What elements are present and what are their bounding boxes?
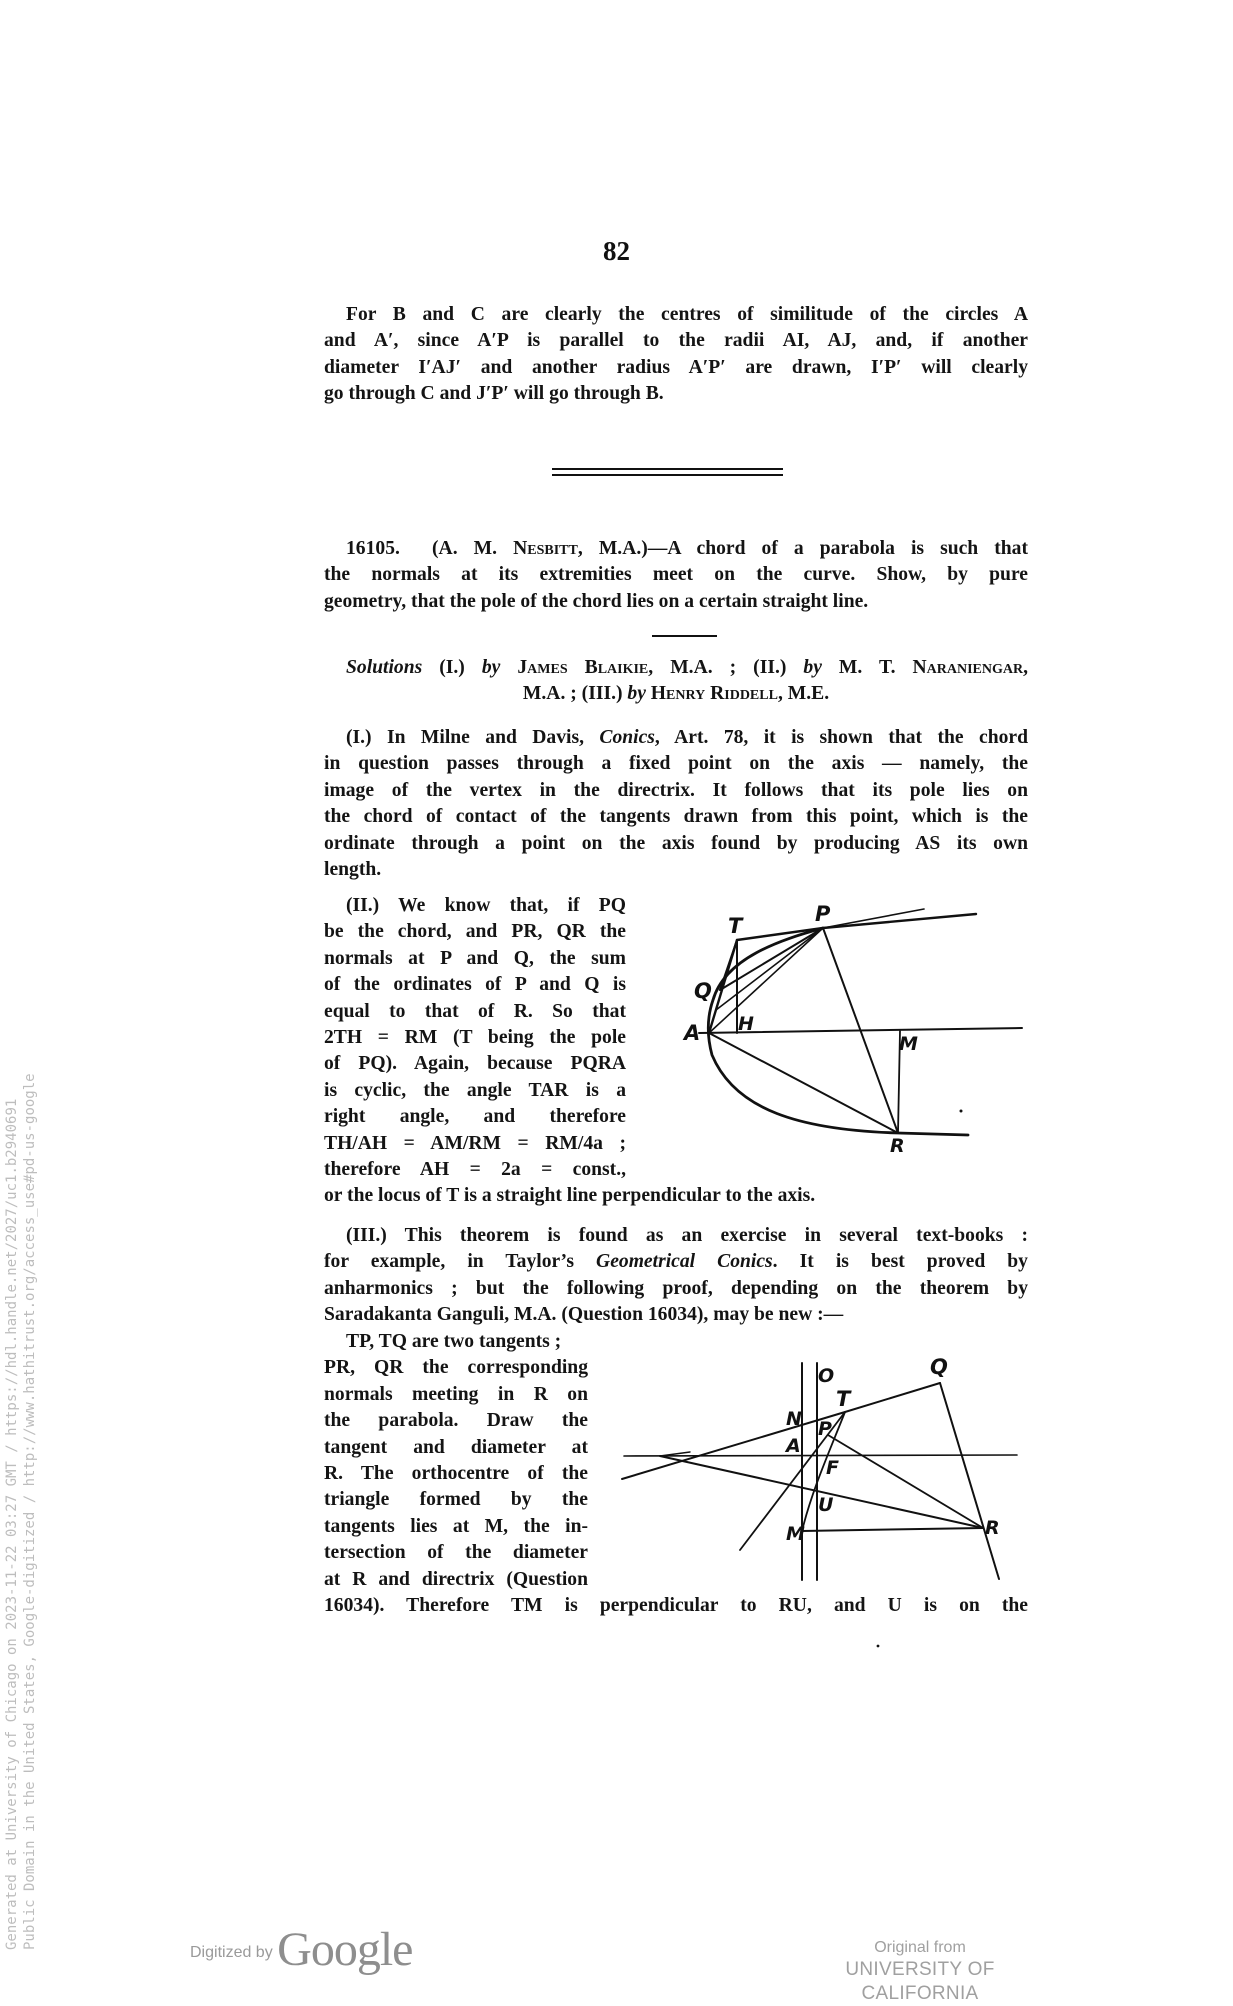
text-line: at R and directrix (Question	[324, 1568, 588, 1590]
fig2-speck	[877, 1645, 880, 1648]
text-span: . It is best proved by	[772, 1251, 1028, 1273]
solution-1	[324, 725, 1028, 883]
text-line: 16034). Therefore TM is perpendicular to RU, and U is on the	[324, 1595, 1028, 1616]
fig1-tangent-at-p	[737, 914, 976, 940]
text-line: or the locus of T is a straight line perpendicular to the axis.	[324, 1185, 816, 1206]
text-line: right angle, and therefore	[324, 1106, 626, 1128]
text-line: the normals at its extremities meet on the curve. Show, by pure	[324, 564, 1028, 586]
solutions-header-line-1	[324, 655, 1028, 681]
book-title: Conics	[599, 727, 655, 748]
fig1-label-r: R	[890, 1135, 905, 1157]
text-span: , Art. 78, it is shown that the chord	[654, 727, 1028, 748]
fig1-label-t: T	[728, 914, 743, 938]
section-divider-top	[552, 468, 783, 470]
fig2-label-a: A	[786, 1435, 801, 1457]
original-from-credit	[785, 1938, 1055, 2006]
text-span: (I.)	[422, 657, 482, 678]
google-wordmark: Google	[277, 1923, 413, 1976]
text-span: , M.A. ; (II.)	[648, 657, 804, 678]
fig1-line-pa	[709, 928, 823, 1033]
text-span: by	[627, 683, 646, 705]
fig1-speck	[960, 1110, 963, 1113]
text-line: Saradakanta Ganguli, M.A. (Question 16034), may be new :—	[324, 1304, 844, 1326]
text-line: image of the vertex in the directrix. It follows that its pole lies on	[324, 779, 1028, 801]
text-line: and A′, since A′P is parallel to the radii AI, AJ, and, if another	[324, 330, 1028, 352]
fig2-line-mr	[802, 1528, 983, 1531]
fig2-normal-pr	[828, 1435, 983, 1528]
digitized-by-label: Digitized by	[190, 1944, 273, 1961]
fig1-axis	[699, 1028, 1022, 1033]
fig1-line-ar	[709, 1033, 898, 1133]
solution-2-conclusion	[324, 1183, 1028, 1209]
question-author: Nesbitt	[513, 538, 578, 559]
institution-name: UNIVERSITY OF CALIFORNIA	[845, 1959, 995, 2004]
text-span: (I.) In Milne and Davis,	[346, 727, 600, 748]
solver-name: James Blaikie	[500, 657, 649, 678]
question-author-open: (A. M.	[432, 538, 514, 559]
text-line: therefore AH = 2a = const.,	[324, 1159, 626, 1181]
text-line: geometry, that the pole of the chord lies on a certain straight line.	[324, 590, 869, 612]
text-line: (II.) We know that, if PQ	[346, 895, 626, 916]
short-divider	[652, 635, 717, 637]
fig2-line-tm	[802, 1412, 845, 1531]
book-title: Geometrical Conics	[596, 1251, 773, 1273]
question-16105	[324, 536, 1028, 615]
fig1-label-h: H	[738, 1013, 754, 1035]
text-span: M.A. ; (III.)	[522, 683, 628, 705]
figure-2-group	[622, 1363, 1017, 1580]
original-from-label: Original from	[874, 1939, 966, 1956]
intro-paragraph	[324, 302, 1028, 408]
fig1-line-ta	[709, 940, 737, 1033]
text-line	[324, 725, 1028, 751]
fig2-label-r: R	[985, 1517, 1000, 1539]
fig2-normal-qr	[940, 1383, 999, 1579]
fig2-tangent-left	[660, 1452, 690, 1456]
text-line: go through C and J′P′ will go through B.	[324, 383, 664, 405]
text-line: tersection of the diameter	[324, 1542, 588, 1564]
text-line: (III.) This theorem is found as an exercise in several text-books :	[346, 1225, 1028, 1246]
text-line: is cyclic, the angle TAR is a	[324, 1079, 626, 1101]
solutions-header	[324, 655, 1028, 708]
text-line: triangle formed by the	[324, 1489, 588, 1511]
fig2-label-q: Q	[930, 1355, 948, 1379]
question-number: 16105.	[346, 538, 400, 559]
text-line: in question passes through a fixed point on the axis — namely, the	[324, 753, 1028, 775]
question-first-line	[324, 536, 1028, 562]
text-line: 2TH = RM (T being the pole	[324, 1027, 626, 1049]
solver-name: Henry Riddell	[645, 683, 778, 705]
watermark-line-1: Generated at University of Chicago on 2023-11-22 03:27 GMT / https://hdl.handle.net/2027/uc1.b2940691	[4, 1098, 20, 1950]
text-line: the chord of contact of the tangents drawn from this point, which is the	[324, 806, 1028, 828]
fig2-tangent-tq	[622, 1383, 940, 1479]
text-line: For B and C are clearly the centres of similitude of the circles A	[346, 304, 1028, 325]
digitized-by-google-logo	[190, 1922, 412, 1977]
text-line: length.	[324, 859, 382, 881]
fig2-label-n: N	[786, 1408, 802, 1430]
watermark-line-2: Public Domain in the United States, Google-digitized / http://www.hathitrust.org/access_use#pd-us-google	[22, 1073, 38, 1950]
text-line: normals at P and Q, the sum	[324, 947, 626, 969]
text-line: ordinate through a point on the axis found by producing AS its own	[324, 832, 1028, 854]
fig1-label-p: P	[815, 902, 831, 926]
section-divider-bottom	[552, 474, 783, 476]
text-span: for example, in Taylor’s	[324, 1251, 597, 1273]
text-line: equal to that of R. So that	[324, 1000, 626, 1022]
fig1-line-tq	[720, 940, 737, 990]
fig1-label-m: M	[899, 1033, 918, 1055]
text-span: by	[481, 657, 501, 678]
fig1-normal-pr	[823, 928, 898, 1133]
solution-3-continuation	[324, 1593, 1028, 1619]
fig2-label-f: F	[826, 1457, 839, 1479]
solver-name: M. T. Naraniengar	[821, 657, 1024, 678]
fig2-label-u: U	[818, 1494, 834, 1516]
fig1-parabola-curve	[708, 928, 968, 1135]
text-line: anharmonics ; but the following proof, depending on the theorem by	[324, 1277, 1028, 1299]
fig1-line-mr	[898, 1031, 900, 1133]
fig2-axis	[624, 1455, 1017, 1456]
question-author-close: , M.A.)—A chord of a parabola is such that	[577, 538, 1029, 559]
solution-2	[324, 893, 626, 1183]
solutions-header-line-2	[324, 681, 1028, 707]
text-span: by	[803, 657, 822, 678]
text-line: of the ordinates of P and Q is	[324, 974, 626, 996]
text-line: TH/AH = AM/RM = RM/4a ;	[324, 1132, 626, 1154]
page-number: 82	[603, 236, 630, 266]
fig2-line-ru	[660, 1456, 983, 1528]
solution-3-wrapped	[324, 1329, 588, 1593]
fig1-tangent-extension	[823, 909, 924, 928]
text-line: the parabola. Draw the	[324, 1410, 588, 1432]
solution-3	[324, 1223, 1028, 1329]
text-line: of PQ). Again, because PQRA	[324, 1053, 626, 1075]
solutions-label: Solutions	[346, 657, 423, 678]
fig1-chord-pq	[720, 928, 823, 990]
fig1-label-q: Q	[694, 979, 712, 1003]
fig2-label-m: M	[786, 1523, 805, 1545]
fig2-label-t: T	[836, 1387, 851, 1411]
text-line: be the chord, and PR, QR the	[324, 921, 626, 943]
text-line: normals meeting in R on	[324, 1383, 588, 1405]
text-line: TP, TQ are two tangents ;	[346, 1331, 562, 1352]
fig1-line-p-q2	[716, 928, 823, 1010]
fig2-label-p: P	[818, 1418, 832, 1440]
fig2-label-o: O	[818, 1365, 835, 1387]
text-span: ,	[1023, 657, 1029, 678]
text-line: PR, QR the corresponding	[324, 1357, 588, 1379]
text-line: tangent and diameter at	[324, 1436, 588, 1458]
text-span: , M.E.	[777, 683, 830, 705]
text-line: R. The orthocentre of the	[324, 1463, 588, 1485]
text-line	[324, 1249, 1028, 1275]
fig2-tangent-tp	[740, 1412, 845, 1550]
fig1-label-a: A	[684, 1021, 701, 1045]
text-line: tangents lies at M, the in-	[324, 1515, 588, 1537]
text-line: diameter I′AJ′ and another radius A′P′ are drawn, I′P′ will clearly	[324, 356, 1028, 378]
